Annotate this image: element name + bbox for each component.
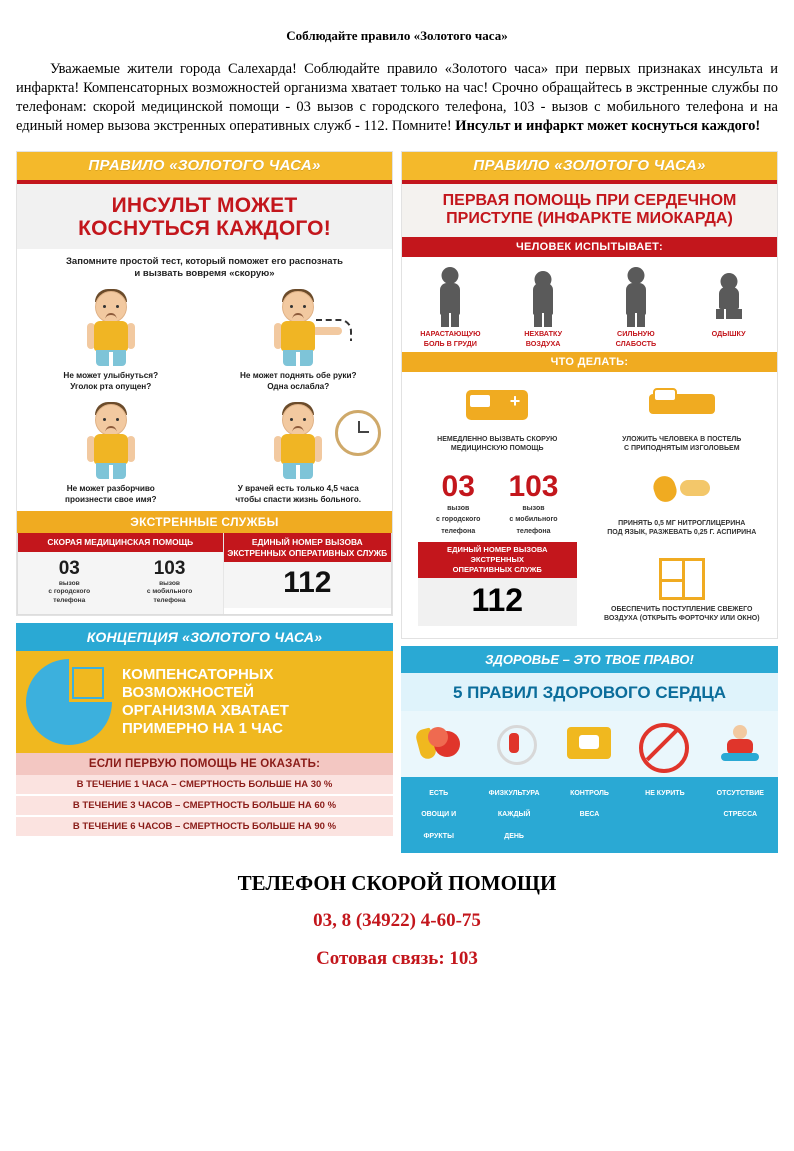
body-shape: [533, 283, 553, 315]
caption-line1: НЕМЕДЛЕННО ВЫЗВАТЬ СКОРУЮ: [437, 436, 558, 443]
symptoms-grid: [402, 257, 777, 352]
stroke-test-4: [205, 398, 393, 511]
emergency-single-number-block: [223, 533, 391, 613]
number-label-line1: вызов: [447, 504, 470, 512]
golden-hour-row-2: В ТЕЧЕНИЕ 3 ЧАСОВ – СМЕРТНОСТЬ БОЛЬШЕ НА 60 %: [16, 796, 393, 817]
no-smoking-icon: [627, 715, 702, 777]
golden-hour-row-3: В ТЕЧЕНИЕ 6 ЧАСОВ – СМЕРТНОСТЬ БОЛЬШЕ НА 90 %: [16, 817, 393, 838]
caption-line2: чтобы спасти жизнь больного.: [235, 495, 362, 505]
stroke-subtitle: [17, 249, 392, 286]
heart-numbers-block: [406, 462, 589, 632]
body-shape: [281, 434, 315, 464]
footer-line3: Сотовая связь: 103: [316, 948, 478, 970]
emergency-ambulance-block: [18, 533, 223, 613]
emergency-number-103: [147, 558, 192, 606]
symptom-2-caption: [497, 329, 590, 348]
health-icons-row: [401, 711, 778, 777]
caption-line1: Не может улыбнуться?: [63, 371, 159, 381]
posters-area: [16, 151, 778, 854]
symptom-2: [497, 263, 590, 348]
label-line2: КАЖДЫЙ: [497, 811, 531, 819]
right-column: [401, 151, 778, 854]
head-shape: [442, 267, 459, 284]
footer: [0, 871, 794, 970]
golden-hour-text-line2: ВОЗМОЖНОСТЕЙ: [122, 683, 254, 701]
number-label-line1: вызов: [522, 504, 545, 512]
page-title: Соблюдайте правило «Золотого часа»: [286, 28, 508, 43]
number-label-line3: телефона: [153, 597, 186, 605]
stroke-subtitle-line2: и вызвать вовремя «скорую»: [134, 268, 275, 280]
stroke-test-2-caption: [210, 370, 388, 392]
caption-line1: НЕХВАТКУ: [524, 329, 563, 339]
bar-line1: ЕДИНЫЙ НОМЕР ВЫЗОВА ЭКСТРЕННЫХ: [447, 545, 548, 565]
mouth-shape: [293, 426, 304, 432]
caption-line1: ОДЫШКУ: [711, 329, 746, 339]
caption-line1: СИЛЬНУЮ: [617, 329, 655, 339]
health-poster: [401, 646, 778, 853]
caption-line2: МЕДИЦИНСКУЮ ПОМОЩЬ: [450, 445, 544, 453]
stroke-poster-title: [17, 184, 392, 249]
emergency-services-title: ЭКСТРЕННЫЕ СЛУЖБЫ: [17, 511, 392, 533]
bed-icon: [595, 380, 770, 432]
emergency-number-112: 112: [224, 562, 391, 608]
symptom-1-caption: [404, 329, 497, 348]
number-label-line2: с городского: [48, 588, 91, 596]
health-poster-header: ЗДОРОВЬЕ – ЭТО ТВОЕ ПРАВО!: [401, 646, 778, 673]
caption-line1: У врачей есть только 4,5 часа: [237, 484, 359, 494]
action-4-caption: [595, 605, 770, 624]
caption-line2: С ПРИПОДНЯТЫМ ИЗГОЛОВЬЕМ: [623, 445, 740, 453]
action-2-caption: [595, 435, 770, 454]
bar-line2: ОПЕРАТИВНЫХ СЛУЖБ: [452, 564, 542, 574]
emergency-right-bar: ЕДИНЫЙ НОМЕР ВЫЗОВА ЭКСТРЕННЫХ ОПЕРАТИВНЫХ СЛУЖБ: [224, 533, 391, 562]
action-4: [591, 548, 774, 632]
silhouette-weakness-icon: [590, 263, 683, 329]
number-value: 103: [153, 557, 186, 579]
legs-shape: [716, 309, 742, 319]
health-rule-1: [401, 777, 476, 853]
arm-right: [127, 436, 135, 462]
action-3-caption: [595, 519, 770, 538]
emergency-number-03: [48, 558, 90, 606]
number-label-line3: телефона: [516, 527, 551, 535]
health-rule-5: [703, 777, 778, 853]
heart-single-number-bar: [418, 542, 577, 578]
scale-icon: [552, 715, 627, 777]
caption-line1: Не может поднять обе руки?: [239, 371, 357, 381]
number-label-line3: телефона: [441, 527, 476, 535]
person-speech-figure: [22, 402, 200, 480]
heart-title-line2: ПРИСТУПЕ (ИНФАРКТЕ МИОКАРДА): [446, 209, 733, 227]
arm-right: [127, 323, 135, 349]
caption-line1: Не может разборчиво: [66, 484, 155, 494]
label-line1: ФИЗКУЛЬТУРА: [488, 789, 540, 797]
number-label-line2: с мобильного: [146, 588, 193, 596]
body-shape: [94, 434, 128, 464]
emergency-services-body: [17, 533, 392, 614]
intro-bold-text: Инсульт и инфаркт может коснуться каждого!: [455, 118, 761, 135]
legs-shape: [96, 350, 126, 366]
stroke-test-3-caption: [22, 483, 200, 505]
body-shape: [281, 321, 315, 351]
heart-attack-poster: [401, 151, 778, 639]
footer-line1: ТЕЛЕФОН СКОРОЙ ПОМОЩИ: [237, 871, 557, 896]
number-value: 03: [441, 469, 475, 503]
left-column: [16, 151, 393, 854]
stroke-poster: [16, 151, 393, 616]
exercise-icon: [478, 715, 553, 777]
action-1: [406, 378, 589, 460]
health-rule-2: [476, 777, 551, 853]
label-line1: НЕ КУРИТЬ: [645, 789, 685, 797]
heart-number-03: [436, 469, 481, 536]
number-label-line3: телефона: [53, 597, 86, 605]
label-line1: ОТСУТСТВИЕ: [716, 789, 764, 797]
health-rule-3: [552, 777, 627, 853]
stroke-test-2: [205, 285, 393, 398]
golden-hour-text: [122, 666, 289, 738]
label-line1: ЕСТЬ: [429, 789, 449, 797]
stroke-test-3: [17, 398, 205, 511]
health-labels-row: [401, 777, 778, 853]
symptom-3-caption: [590, 329, 683, 348]
caption-line2: ВОЗДУХА (ОТКРЫТЬ ФОРТОЧКУ ИЛИ ОКНО): [603, 615, 760, 623]
legs-shape: [627, 313, 645, 327]
silhouette-chest-pain-icon: [404, 263, 497, 329]
document-page: [0, 28, 794, 1151]
symptom-3: [590, 263, 683, 348]
number-label-line2: с мобильного: [509, 516, 558, 524]
heart-poster-title: [402, 184, 777, 238]
legs-shape: [441, 313, 459, 327]
stroke-subtitle-line1: Запомните простой тест, который поможет его распознать: [65, 255, 343, 267]
clock-icon: [335, 410, 381, 456]
heart-emergency-numbers: [410, 464, 585, 538]
caption-line2: ВОЗДУХА: [525, 338, 561, 348]
intro-paragraph: [16, 60, 778, 137]
caption-line1: НАРАСТАЮЩУЮ: [420, 329, 481, 339]
number-label-line1: вызов: [58, 579, 80, 587]
health-rule-4: [627, 777, 702, 853]
silhouette-sitting-icon: [682, 263, 775, 329]
golden-hour-warning-title: ЕСЛИ ПЕРВУЮ ПОМОЩЬ НЕ ОКАЗАТЬ:: [16, 753, 393, 775]
golden-hour-header: КОНЦЕПЦИЯ «ЗОЛОТОГО ЧАСА»: [16, 623, 393, 651]
golden-hour-text-line1: КОМПЕНСАТОРНЫХ: [122, 665, 274, 683]
action-1-caption: [410, 435, 585, 454]
body-shape: [440, 283, 460, 315]
mouth-shape: [105, 313, 116, 319]
symptom-4: [682, 263, 775, 348]
label-line1: КОНТРОЛЬ: [570, 789, 609, 797]
stroke-poster-header: ПРАВИЛО «ЗОЛОТОГО ЧАСА»: [17, 152, 392, 180]
golden-hour-body: [16, 651, 393, 753]
motion-dashes: [316, 319, 352, 341]
number-value: 03: [58, 557, 80, 579]
caption-line1: УЛОЖИТЬ ЧЕЛОВЕКА В ПОСТЕЛЬ: [622, 436, 742, 443]
label-line3: ФРУКТЫ: [423, 832, 454, 840]
golden-hour-text-line3: ОРГАНИЗМА ХВАТАЕТ: [122, 701, 289, 719]
caption-line2: ПОД ЯЗЫК, РАЗЖЕВАТЬ 0,25 Г. АСПИРИНА: [607, 529, 757, 537]
eye-left: [103, 305, 106, 308]
health-poster-subtitle: 5 ПРАВИЛ ЗДОРОВОГО СЕРДЦА: [401, 673, 778, 711]
actions-grid: [402, 372, 777, 638]
arm-right: [314, 436, 322, 462]
silhouette-breathless-icon: [497, 263, 590, 329]
number-value: 103: [508, 469, 559, 503]
fruits-icon: [403, 715, 478, 777]
eye-right: [116, 305, 119, 308]
caption-line1: ПРИНЯТЬ 0,5 МГ НИТРОГЛИЦЕРИНА: [618, 519, 746, 527]
legs-shape: [283, 350, 313, 366]
footer-line2: 03, 8 (34922) 4-60-75: [313, 910, 481, 932]
golden-hour-row-1: В ТЕЧЕНИЕ 1 ЧАСА – СМЕРТНОСТЬ БОЛЬШЕ НА 30 %: [16, 775, 393, 796]
stroke-test-1: [17, 285, 205, 398]
heart-title-line1: ПЕРВАЯ ПОМОЩЬ ПРИ СЕРДЕЧНОМ: [442, 191, 737, 209]
action-2: [591, 378, 774, 460]
caption-line2: Уголок рта опущен?: [70, 382, 152, 392]
stroke-title-line1: ИНСУЛЬТ МОЖЕТ: [111, 193, 298, 217]
label-line2: ВЕСА: [579, 811, 600, 819]
legs-shape: [283, 463, 313, 479]
golden-hour-text-line4: ПРИМЕРНО НА 1 ЧАС: [122, 719, 283, 737]
person-with-clock-figure: [210, 402, 388, 480]
mouth-shape: [105, 426, 116, 432]
label-line3: ДЕНЬ: [504, 832, 524, 840]
body-shape: [626, 283, 646, 315]
emergency-numbers: [18, 552, 223, 614]
person-raised-arm-figure: [210, 289, 388, 367]
legs-shape: [96, 463, 126, 479]
symptoms-bar: ЧЕЛОВЕК ИСПЫТЫВАЕТ:: [402, 237, 777, 257]
heart-number-112: 112: [418, 578, 577, 626]
mouth-shape: [293, 313, 304, 319]
caption-line2: произнести свое имя?: [65, 495, 157, 505]
person-sad-face-figure: [22, 289, 200, 367]
golden-hour-poster: [16, 623, 393, 838]
legs-shape: [534, 313, 552, 327]
caption-line1: ОБЕСПЕЧИТЬ ПОСТУПЛЕНИЕ СВЕЖЕГО: [611, 605, 753, 613]
stroke-test-grid: [17, 285, 392, 511]
heart-poster-header: ПРАВИЛО «ЗОЛОТОГО ЧАСА»: [402, 152, 777, 180]
pills-icon: [595, 464, 770, 516]
label-line2: СТРЕССА: [723, 811, 758, 819]
caption-line2: БОЛЬ В ГРУДИ: [423, 338, 477, 348]
number-label-line2: с городского: [436, 516, 481, 524]
stroke-title-line2: КОСНУТЬСЯ КАЖДОГО!: [78, 217, 331, 241]
intro-text: Уважаемые жители города Салехарда! Соблюдайте правило «Золотого часа» при первых признаках инсульта и инфаркта! Компенсаторных возможностей организма хватает только на час! Срочно обращайтесь в экстренные службы по телефонам: скорой медицинской помощи - 03 вызов с городского телефона, 103 - вызов с мобильного телефона и на единый номер вызова экстренных оперативных служб - 112. Помните!: [16, 61, 778, 135]
emergency-left-bar: СКОРАЯ МЕДИЦИНСКАЯ ПОМОЩЬ: [18, 533, 223, 552]
stroke-test-1-caption: [22, 370, 200, 392]
body-shape: [94, 321, 128, 351]
pie-chart-icon: [26, 659, 112, 745]
number-label-line1: вызов: [159, 579, 180, 587]
window-icon: [595, 550, 770, 602]
label-line2: ОВОЩИ И: [421, 811, 457, 819]
action-3: [591, 462, 774, 546]
stroke-test-4-caption: [210, 483, 388, 505]
symptom-1: [404, 263, 497, 348]
caption-line2: СЛАБОСТЬ: [615, 338, 657, 348]
caption-line2: Одна ослабла?: [267, 382, 330, 392]
heart-number-103: [508, 469, 559, 536]
ambulance-icon: [410, 380, 585, 432]
head-shape: [627, 267, 644, 284]
body-shape: [719, 287, 739, 309]
relax-icon: [701, 715, 776, 777]
symptom-4-caption: [682, 329, 775, 338]
actions-bar: ЧТО ДЕЛАТЬ:: [402, 352, 777, 372]
